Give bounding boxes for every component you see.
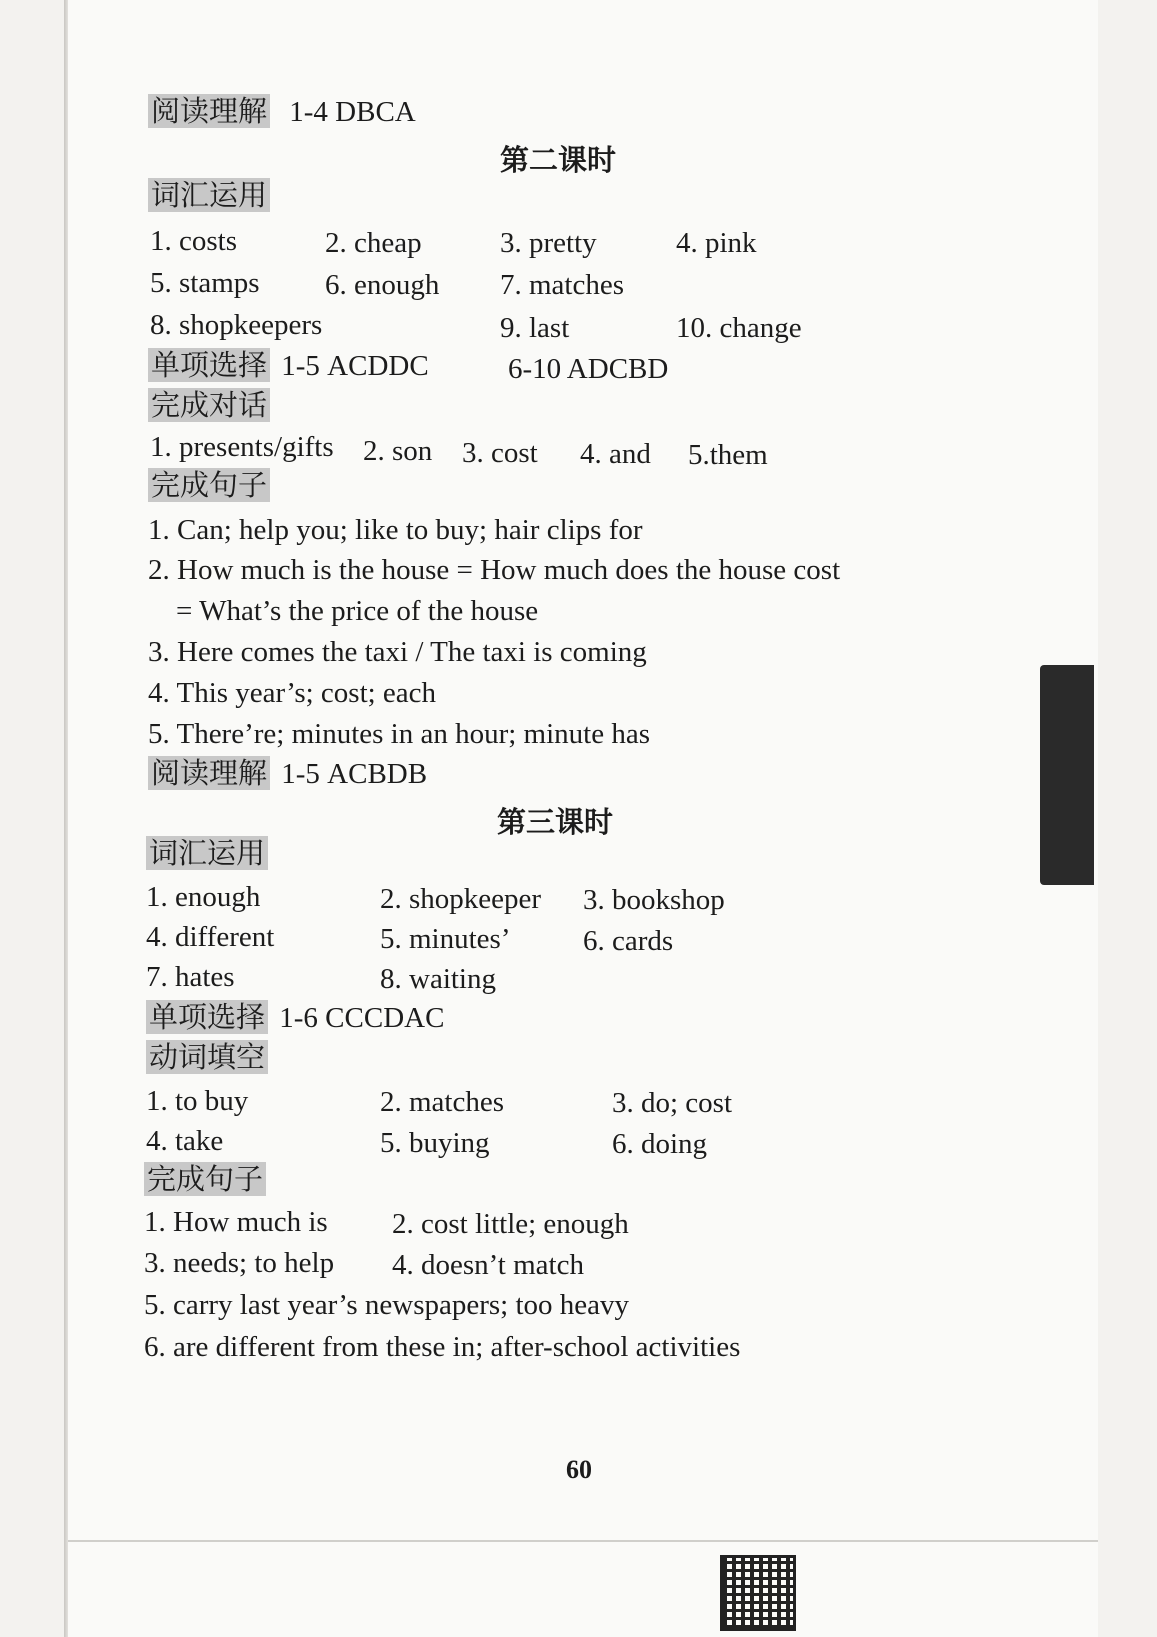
answer: 2. son — [363, 435, 433, 467]
section-tag: 词汇运用 — [148, 178, 270, 212]
answer: 2. matches — [380, 1086, 505, 1118]
answer: 5. stamps — [150, 267, 260, 299]
answer-text: 1-6 CCCDAC — [279, 1002, 445, 1034]
answer: 6. doing — [612, 1128, 708, 1160]
answer-row — [500, 226, 597, 260]
answer-text: 6-10 ADCBD — [508, 353, 669, 385]
dialog-section-2 — [148, 388, 270, 423]
reading-section-2 — [148, 756, 427, 791]
sentence-line: 1. How much is — [144, 1206, 328, 1238]
lesson-3-title: 第三课时 — [497, 805, 614, 839]
section-tag: 词汇运用 — [146, 836, 268, 870]
answer: 1. enough — [146, 881, 261, 913]
section-tag: 单项选择 — [148, 348, 270, 382]
verb-section-3 — [146, 1040, 268, 1075]
answer: 1. costs — [150, 225, 237, 257]
answer: 3. cost — [462, 437, 538, 469]
answer: 4. different — [146, 921, 275, 953]
answer: 4. pink — [676, 227, 757, 259]
answer: 5. buying — [380, 1127, 490, 1159]
answer: 4. and — [580, 438, 651, 470]
choice-section-3 — [146, 1000, 444, 1035]
section-tag: 完成句子 — [148, 468, 270, 502]
answer-text: 1-5 ACDDC — [281, 350, 429, 382]
answer-row — [150, 266, 260, 300]
answer: 3. do; cost — [612, 1087, 733, 1119]
answer: 5.them — [688, 439, 768, 471]
reading-section-1 — [148, 94, 416, 129]
answer-text: 1-5 ACBDB — [281, 758, 428, 790]
answer-row — [325, 226, 422, 260]
answer: 5. minutes’ — [380, 923, 511, 955]
section-tag: 完成对话 — [148, 388, 270, 422]
answer: 1. to buy — [146, 1085, 249, 1117]
answer-row — [676, 311, 802, 345]
answer: 9. last — [500, 312, 570, 344]
sentence-line: 6. are different from these in; after-school activities — [144, 1331, 741, 1363]
sentence-line: 5. carry last year’s newspapers; too heavy — [144, 1289, 630, 1321]
answer-row — [325, 268, 439, 302]
answer-row — [500, 311, 569, 345]
answer: 2. cheap — [325, 227, 422, 259]
section-tag: 阅读理解 — [148, 756, 270, 790]
answer: 7. matches — [500, 269, 625, 301]
book-tab-strip — [1040, 665, 1094, 885]
answer: 10. change — [676, 312, 802, 344]
answer: 6. enough — [325, 269, 440, 301]
answer-row — [150, 224, 237, 258]
section-tag: 阅读理解 — [148, 94, 270, 128]
answer-row — [500, 268, 624, 302]
qr-code-icon — [720, 1555, 796, 1631]
answer-text: 1-4 DBCA — [289, 96, 416, 128]
answer-row — [150, 308, 322, 342]
vocab-section-3 — [146, 836, 268, 871]
sentence-line: 2. How much is the house = How much does the house cost — [148, 554, 841, 586]
answer: 6. cards — [583, 925, 674, 957]
sentence-line: = What’s the price of the house — [176, 595, 539, 627]
answer-row — [676, 226, 757, 260]
sentence-line: 1. Can; help you; like to buy; hair clips for — [148, 514, 643, 546]
sentence-line: 3. needs; to help — [144, 1247, 335, 1279]
section-tag: 完成句子 — [144, 1162, 266, 1196]
bottom-rule — [68, 1540, 1098, 1542]
page-number: 60 — [566, 1455, 592, 1484]
answer: 1. presents/gifts — [150, 431, 334, 463]
answer: 4. take — [146, 1125, 224, 1157]
answer: 3. pretty — [500, 227, 597, 259]
choice-section-2 — [148, 348, 429, 383]
answer: 7. hates — [146, 961, 235, 993]
answer: 3. bookshop — [583, 884, 725, 916]
answer: 8. waiting — [380, 963, 496, 995]
sentence-line: 2. cost little; enough — [392, 1208, 629, 1240]
answer: 8. shopkeepers — [150, 309, 323, 341]
sentence-line: 4. This year’s; cost; each — [148, 677, 437, 709]
section-tag: 单项选择 — [146, 1000, 268, 1034]
sentence-line: 3. Here comes the taxi / The taxi is coming — [148, 636, 647, 668]
vocab-section-2 — [148, 178, 270, 213]
answer: 2. shopkeeper — [380, 883, 542, 915]
lesson-2-title: 第二课时 — [500, 143, 617, 177]
sentence-section-2 — [148, 468, 270, 503]
sentence-line: 5. There’re; minutes in an hour; minute has — [148, 718, 651, 750]
section-tag: 动词填空 — [146, 1040, 268, 1074]
sentence-section-3 — [144, 1162, 266, 1197]
sentence-line: 4. doesn’t match — [392, 1249, 584, 1281]
